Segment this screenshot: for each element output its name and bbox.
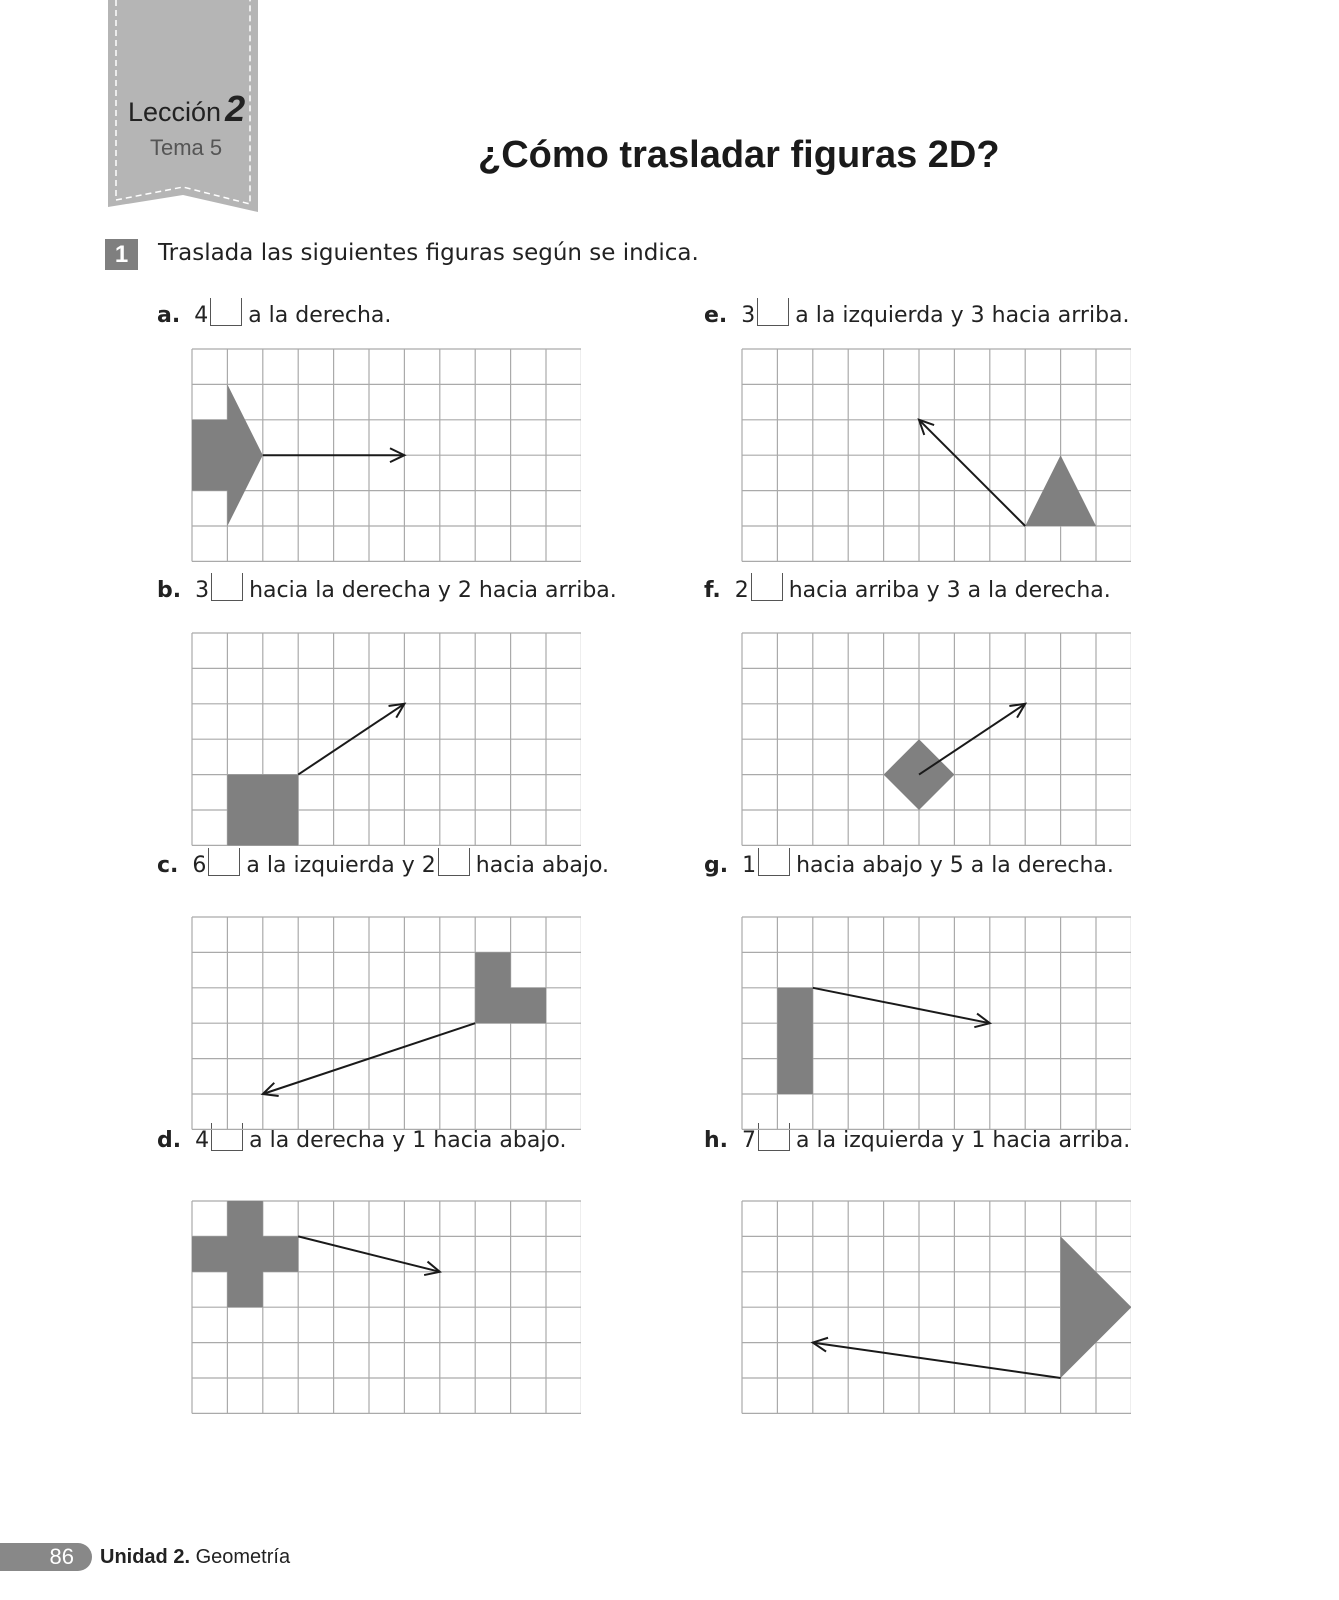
- answer-box[interactable]: [757, 298, 789, 326]
- item-d-label: d. 4 a la derecha y 1 hacia abajo.: [157, 1123, 567, 1153]
- square-shape: [227, 775, 298, 846]
- grid-b: [191, 632, 581, 846]
- translation-arrow: [813, 1338, 1061, 1378]
- item-g-label: g. 1 hacia abajo y 5 a la derecha.: [704, 848, 1114, 878]
- grid-c: [191, 916, 581, 1130]
- lesson-number: 2: [225, 88, 246, 129]
- answer-box[interactable]: [758, 848, 790, 876]
- page-number: 86: [0, 1543, 92, 1571]
- page-title: ¿Cómo trasladar figuras 2D?: [478, 134, 1000, 176]
- topic-label: Tema 5: [150, 135, 223, 160]
- grid-h: [741, 1200, 1131, 1414]
- grid-d: [191, 1200, 581, 1414]
- grid-lines: [742, 633, 1131, 845]
- answer-box[interactable]: [751, 573, 783, 601]
- grid-e: [741, 348, 1131, 562]
- lesson-label: Lección 2: [128, 88, 246, 129]
- grid-g: [741, 916, 1131, 1130]
- exercise-number: 1: [105, 239, 138, 270]
- item-h-label: h. 7 a la izquierda y 1 hacia arriba.: [704, 1123, 1130, 1153]
- answer-box[interactable]: [210, 298, 242, 326]
- answer-box[interactable]: [211, 573, 243, 601]
- grid-lines: [742, 349, 1131, 561]
- translation-arrow: [813, 988, 990, 1027]
- grid-lines: [192, 917, 581, 1129]
- translation-arrow: [919, 420, 1025, 526]
- grid-f: [741, 632, 1131, 846]
- rectangle-shape: [777, 988, 812, 1094]
- item-f-label: f. 2 hacia arriba y 3 a la derecha.: [704, 573, 1111, 603]
- answer-box[interactable]: [438, 848, 470, 876]
- cross-shape: [192, 1201, 298, 1307]
- grid-a: [191, 348, 581, 562]
- item-e-label: e. 3 a la izquierda y 3 hacia arriba.: [704, 298, 1130, 328]
- item-a-label: a. 4 a la derecha.: [157, 298, 391, 328]
- item-b-label: b. 3 hacia la derecha y 2 hacia arriba.: [157, 573, 617, 603]
- item-c-label: c. 6 a la izquierda y 2 hacia abajo.: [157, 848, 609, 878]
- exercise-instruction: Traslada las siguientes figuras según se indica.: [158, 240, 699, 266]
- footer-unit: Unidad 2. Geometría: [100, 1546, 291, 1568]
- l-shape: [475, 952, 546, 1023]
- answer-box[interactable]: [208, 848, 240, 876]
